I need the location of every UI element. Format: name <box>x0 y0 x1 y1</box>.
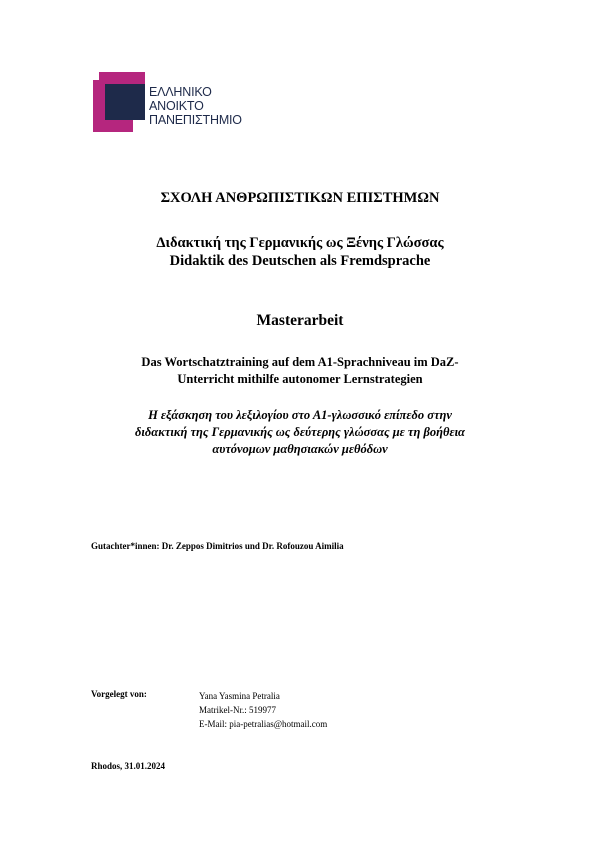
department <box>0 234 600 270</box>
document-type: Masterarbeit <box>256 312 344 329</box>
matriculation-number: Matrikel-Nr.: 519977 <box>199 705 276 715</box>
thesis-title-german-line-1: Das Wortschatztraining auf dem A1-Sprachniveau im DaZ- <box>141 355 459 369</box>
thesis-title-greek-line-1: Η εξάσκηση του λεξιλογίου στο Α1-γλωσσικό επίπεδο στην <box>148 408 452 422</box>
reviewers: Gutachter*innen: Dr. Zeppos Dimitrios und Dr. Rofouzou Aimilia <box>91 541 344 551</box>
university-logo <box>93 72 253 134</box>
university-logo-text <box>149 85 242 127</box>
thesis-title-german <box>0 354 600 388</box>
university-logo-mark-icon <box>93 72 145 132</box>
thesis-title-greek-line-2: διδακτική της Γερμανικής ως δεύτερης γλώσσας με τη βοήθεια <box>135 425 465 439</box>
logo-text-line-3: ΠΑΝΕΠΙΣΤΗΜΙΟ <box>149 113 242 127</box>
department-greek: Διδακτική της Γερμανικής ως Ξένης Γλώσσας <box>156 235 444 251</box>
thesis-title-greek <box>0 407 600 458</box>
submitted-by-info <box>199 689 327 731</box>
department-german: Didaktik des Deutschen als Fremdsprache <box>169 253 431 269</box>
school-name: ΣΧΟΛΗ ΑΝΘΡΩΠΙΣΤΙΚΩΝ ΕΠΙΣΤΗΜΩΝ <box>160 190 440 206</box>
logo-text-line-1: ΕΛΛΗΝΙΚΟ <box>149 85 212 99</box>
submitted-by-label: Vorgelegt von: <box>91 689 147 699</box>
place-and-date: Rhodos, 31.01.2024 <box>91 761 166 771</box>
author-email: E-Mail: pia-petralias@hotmail.com <box>199 719 328 729</box>
logo-text-line-2: ΑΝΟΙΚΤΟ <box>149 99 204 113</box>
thesis-title-greek-line-3: αυτόνομων μαθησιακών μεθόδων <box>212 442 388 456</box>
thesis-title-german-line-2: Unterricht mithilfe autonomer Lernstrategien <box>177 372 423 386</box>
author-name: Yana Yasmina Petralia <box>199 691 280 701</box>
